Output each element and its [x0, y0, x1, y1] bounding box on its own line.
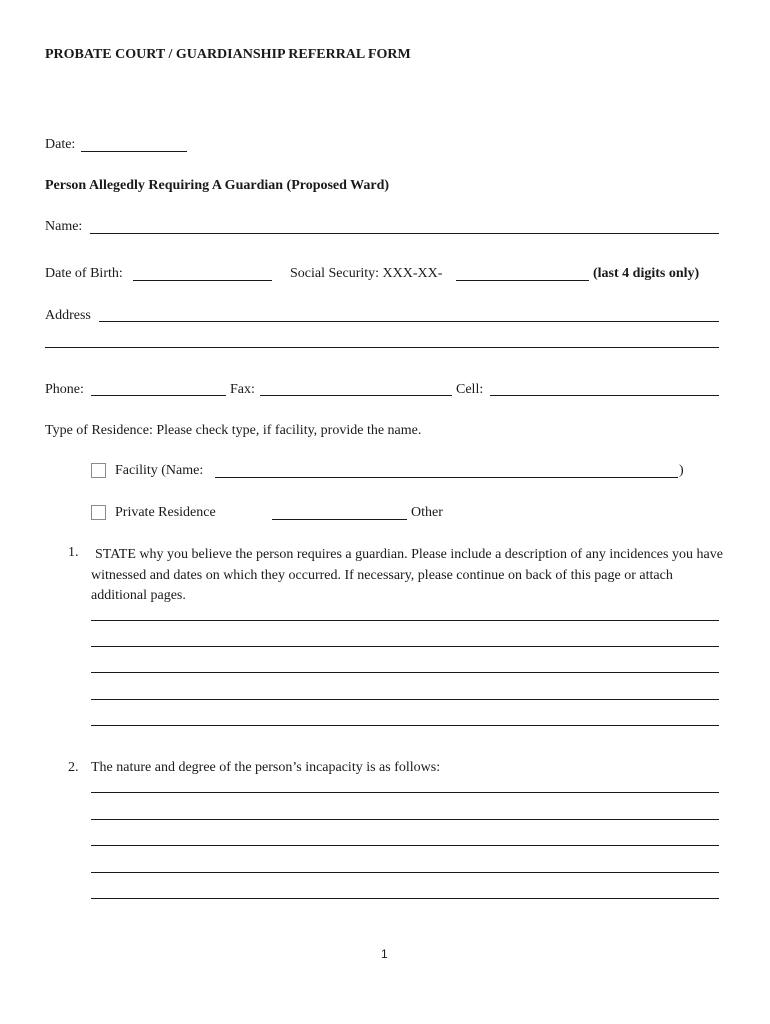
q2-answer-line-3[interactable] — [91, 845, 719, 846]
name-label: Name: — [45, 219, 83, 234]
dob-label: Date of Birth: — [45, 266, 123, 281]
q1-text: STATE why you believe the person requires a guardian. Please include a description of any incidences you have witnessed and dates on which they occurred. If necessary, please continue on back of this page or attach additional pages. — [91, 547, 723, 603]
phone-field[interactable] — [91, 395, 226, 396]
phone-label: Phone: — [45, 382, 84, 397]
dob-field[interactable] — [133, 280, 272, 281]
q2-answer-line-1[interactable] — [91, 792, 719, 793]
q1-number: 1. — [68, 545, 79, 560]
fax-field[interactable] — [260, 395, 452, 396]
residence-prompt: Type of Residence: Please check type, if facility, provide the name. — [45, 423, 422, 438]
q2-text: The nature and degree of the person’s incapacity is as follows: — [91, 760, 441, 775]
other-field[interactable] — [272, 519, 407, 520]
ssn-field[interactable] — [456, 280, 589, 281]
q1-answer-line-2[interactable] — [91, 646, 719, 647]
q1-answer-line-3[interactable] — [91, 672, 719, 673]
q2-answer-line-5[interactable] — [91, 898, 719, 899]
name-field[interactable] — [90, 233, 719, 234]
address-field-line-2[interactable] — [45, 347, 719, 348]
address-field-line-1[interactable] — [99, 321, 719, 322]
other-label: Other — [411, 505, 443, 520]
q2-number: 2. — [68, 760, 79, 775]
fax-label: Fax: — [230, 382, 255, 397]
facility-label: Facility (Name: — [115, 463, 204, 478]
q1-answer-line-1[interactable] — [91, 620, 719, 621]
date-field[interactable] — [81, 151, 187, 152]
private-residence-checkbox[interactable] — [91, 505, 106, 520]
q2-answer-line-2[interactable] — [91, 819, 719, 820]
ssn-label: Social Security: XXX-XX- — [290, 266, 443, 281]
form-title: PROBATE COURT / GUARDIANSHIP REFERRAL FORM — [45, 47, 411, 62]
address-label: Address — [45, 308, 91, 323]
private-residence-label: Private Residence — [115, 505, 216, 520]
facility-checkbox[interactable] — [91, 463, 106, 478]
ssn-note: (last 4 digits only) — [593, 266, 700, 281]
facility-name-field[interactable] — [215, 477, 678, 478]
cell-label: Cell: — [456, 382, 484, 397]
page-number: 1 — [381, 947, 388, 961]
q1-answer-line-4[interactable] — [91, 699, 719, 700]
q1-answer-line-5[interactable] — [91, 725, 719, 726]
date-label: Date: — [45, 137, 76, 152]
q2-answer-line-4[interactable] — [91, 872, 719, 873]
section-heading: Person Allegedly Requiring A Guardian (Proposed Ward) — [45, 178, 390, 193]
cell-field[interactable] — [490, 395, 719, 396]
facility-close-paren: ) — [679, 463, 684, 478]
